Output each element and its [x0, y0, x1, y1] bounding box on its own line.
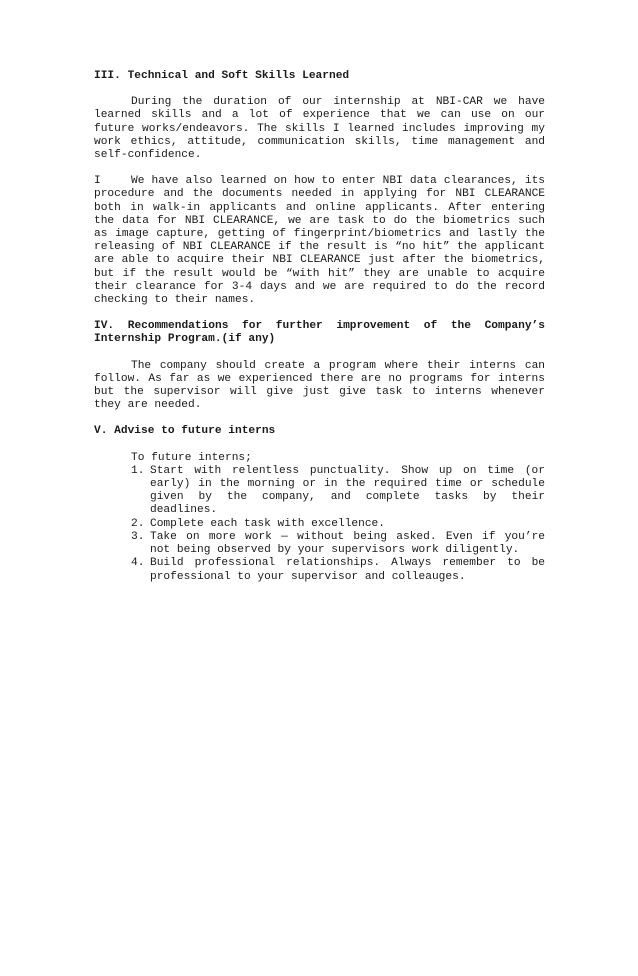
advice-list — [94, 465, 545, 584]
section-4-paragraph-1: The company should create a program where their interns can follow. As far as we experienced there are no programs for interns but the supervisor will give just give task to interns whenever they are needed. — [94, 359, 545, 412]
list-item — [94, 465, 545, 518]
list-item-number: 4. — [131, 557, 145, 570]
section-5-heading: V. Advise to future interns — [94, 425, 276, 438]
section-3-paragraph-2 — [94, 175, 545, 307]
paragraph-2-lead: I — [94, 175, 101, 188]
section-3-paragraph-1: During the duration of our internship at NBI-CAR we have learned skills and a lot of experience that we can use on our future works/endeavors. The skills I learned includes improving my work ethics, attitude, communication skills, time management and self-confidence. — [94, 96, 545, 162]
list-item-text: Take on more work — without being asked. Even if you’re not being observed by your supervisors work diligently. — [150, 530, 545, 557]
list-item-text: Complete each task with excellence. — [150, 517, 385, 530]
paragraph-2-text: We have also learned on how to enter NBI data clearances, its procedure and the documents needed in applying for NBI CLEARANCE both in walk-in applicants and online applicants. After entering the data for NBI CLEARANCE, we are task to do the biometrics such as image capture, getting of fingerprint/biometrics and lastly the releasing of NBI CLEARANCE if the result is “no hit” the applicant are able to acquire their NBI CLEARANCE just after the biometrics, but if the result would be “with hit” they are unable to acquire their clearance for 3-4 days and we are required to do the record checking to their names. — [94, 175, 545, 307]
list-item-text: Start with relentless punctuality. Show up on time (or early) in the morning or in the required time or schedule given by the company, and complete tasks by their deadlines. — [150, 464, 545, 517]
section-5-lead: To future interns; — [131, 451, 252, 464]
list-item — [94, 531, 545, 557]
section-3-heading: III. Technical and Soft Skills Learned — [94, 70, 350, 82]
list-item-number: 3. — [131, 530, 145, 543]
list-item-text: Build professional relationships. Always remember to be professional to your supervisor and colleauges. — [150, 557, 545, 583]
list-item — [94, 557, 545, 583]
list-item-number: 1. — [131, 464, 145, 477]
list-item — [94, 518, 545, 531]
document-page — [94, 70, 545, 584]
list-item-number: 2. — [131, 517, 145, 530]
section-4-heading: IV. Recommendations for further improvement of the Company’s Internship Program.(if any) — [94, 320, 545, 346]
